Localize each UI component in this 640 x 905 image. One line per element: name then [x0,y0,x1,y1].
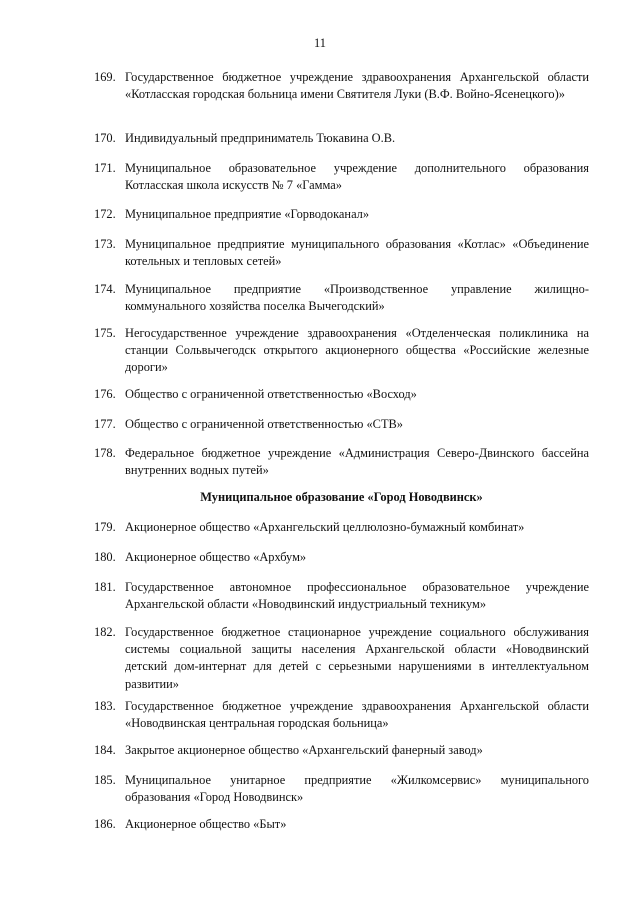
item-number: 185. [94,773,116,787]
item-text: Акционерное общество «Быт» [125,817,287,831]
list-item [94,416,589,433]
list-item [94,325,589,377]
item-text: Негосударственное учреждение здравоохранения «Отделенческая поликлиника на станции Сольвычегодск открытого акционерного общества «Российские железные дороги» [125,326,589,375]
item-number: 173. [94,237,116,251]
item-text: Муниципальное предприятие муниципального образования «Котлас» «Объединение котельных и тепловых сетей» [125,237,589,269]
item-text: Муниципальное образовательное учреждение дополнительного образования Котласская школа искусств № 7 «Гамма» [125,161,589,193]
list-item [94,69,589,103]
list-item [94,772,589,806]
list-item [94,519,589,536]
list-item [94,549,589,566]
section-heading: Муниципальное образование «Город Новодвинск» [200,490,483,504]
item-number: 184. [94,743,116,757]
item-text: Федеральное бюджетное учреждение «Администрация Северо-Двинского бассейна внутренних водных путей» [125,446,589,478]
item-text: Общество с ограниченной ответственностью «СТВ» [125,417,403,431]
item-text: Акционерное общество «Архангельский целлюлозно-бумажный комбинат» [125,520,525,534]
item-number: 169. [94,70,116,84]
item-text: Государственное бюджетное стационарное учреждение социального обслуживания системы социальной защиты населения Архангельской области «Новодвинский детский дом-интернат для детей с серьезными нарушениями в интеллектуальном развитии» [125,625,589,691]
item-text: Муниципальное предприятие «Производственное управление жилищно-коммунального хозяйства поселка Вычегодский» [125,282,589,314]
item-number: 172. [94,207,116,221]
item-number: 176. [94,387,116,401]
item-number: 183. [94,699,116,713]
item-text: Индивидуальный предприниматель Тюкавина О.В. [125,131,396,145]
item-number: 179. [94,520,116,534]
list-item [94,742,589,759]
list-item [94,624,589,693]
item-number: 175. [94,326,116,340]
item-text: Муниципальное предприятие «Горводоканал» [125,207,370,221]
list-item [94,386,589,403]
list-item [94,579,589,613]
item-number: 174. [94,282,116,296]
item-number: 177. [94,417,116,431]
item-text: Государственное бюджетное учреждение здравоохранения Архангельской области «Котласская городская больница имени Святителя Луки (В.Ф. Войно-Ясенецкого)» [125,70,589,102]
item-number: 180. [94,550,116,564]
item-number: 186. [94,817,116,831]
item-text: Государственное бюджетное учреждение здравоохранения Архангельской области «Новодвинская центральная городская больница» [125,699,589,731]
item-text: Государственное автономное профессиональное образовательное учреждение Архангельской области «Новодвинский индустриальный техникум» [125,580,589,612]
list-item [94,445,589,479]
list-item [94,160,589,194]
item-number: 178. [94,446,116,460]
list-item [94,130,589,147]
list-item [94,206,589,223]
item-text: Закрытое акционерное общество «Архангельский фанерный завод» [125,743,483,757]
item-number: 181. [94,580,116,594]
item-number: 171. [94,161,116,175]
list-item [94,698,589,732]
list-item [94,281,589,315]
list-item [94,816,589,833]
item-number: 170. [94,131,116,145]
item-text: Акционерное общество «Архбум» [125,550,307,564]
item-number: 182. [94,625,116,639]
list-item [94,236,589,270]
item-text: Муниципальное унитарное предприятие «Жилкомсервис» муниципального образования «Город Новодвинск» [125,773,589,805]
item-text: Общество с ограниченной ответственностью «Восход» [125,387,417,401]
page-number: 11 [314,36,326,50]
